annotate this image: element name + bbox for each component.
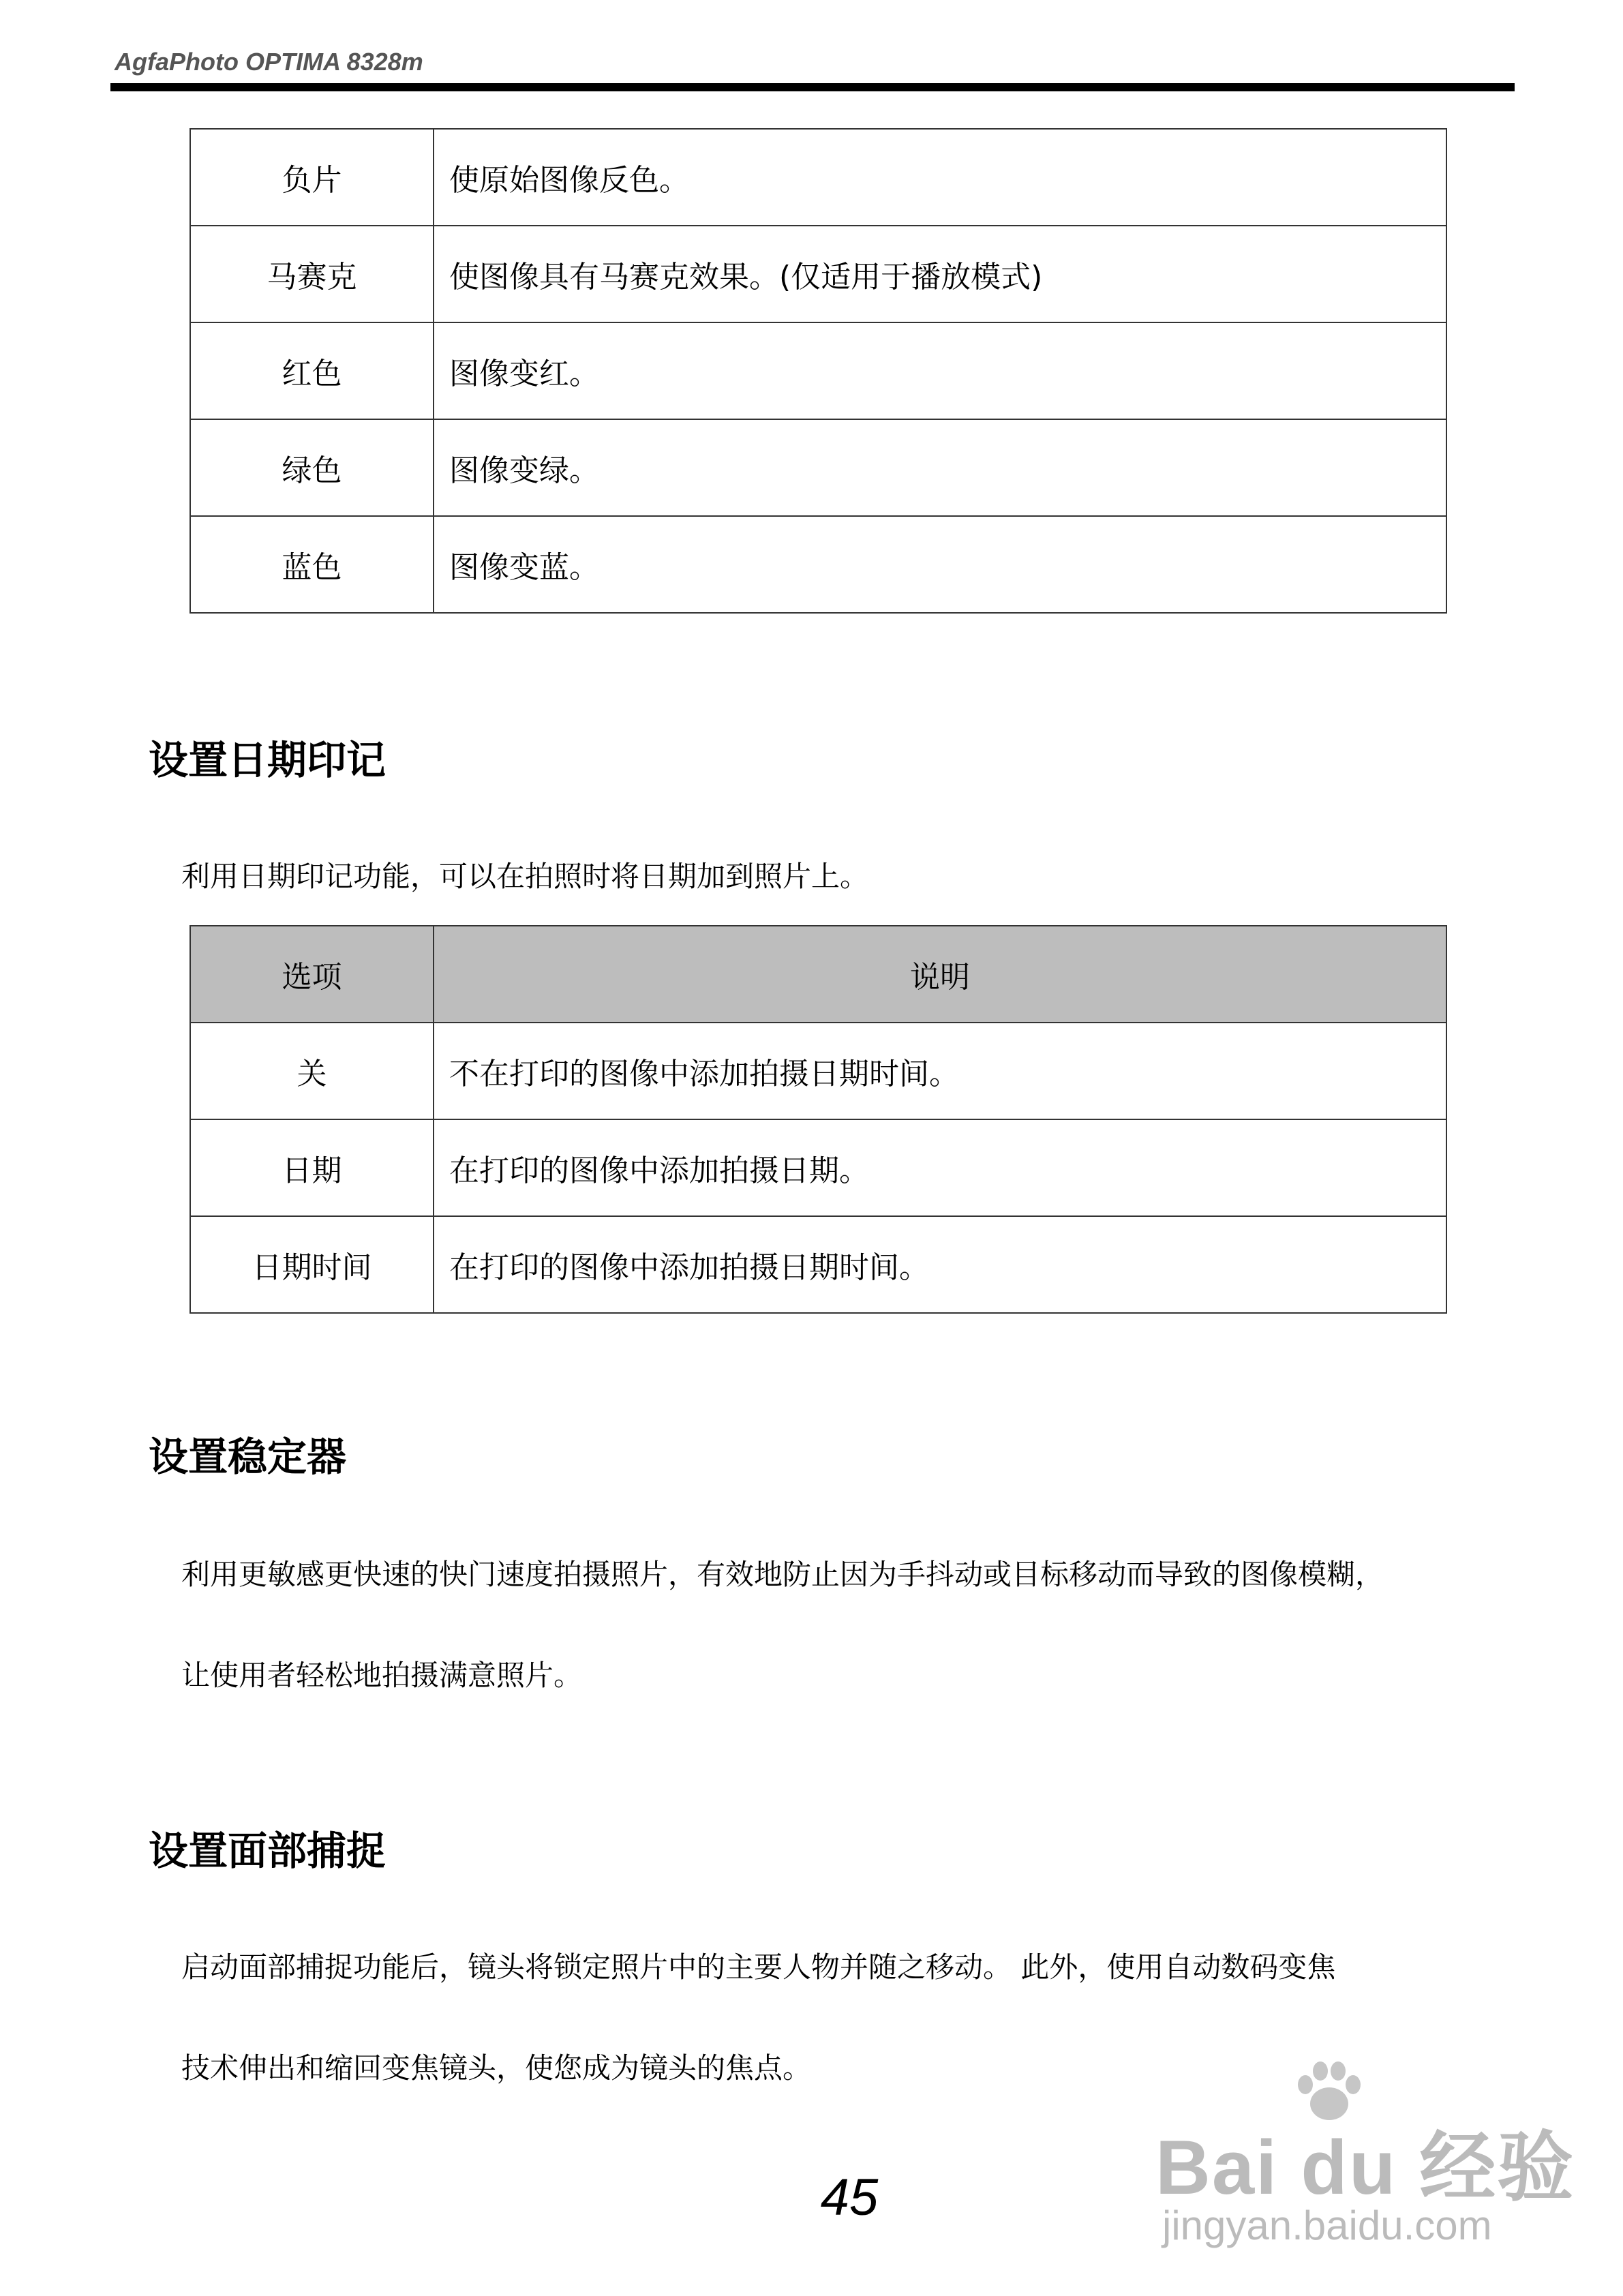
description-cell: 图像变绿。 [434, 419, 1446, 516]
table-row [190, 322, 1446, 419]
description-cell: 不在打印的图像中添加拍摄日期时间。 [434, 1023, 1446, 1119]
option-cell: 日期 [190, 1119, 434, 1216]
option-cell: 关 [190, 1023, 434, 1119]
column-header-description: 说明 [434, 926, 1446, 1023]
table-row [190, 1119, 1446, 1216]
table-header-row [190, 926, 1446, 1023]
description-cell: 在打印的图像中添加拍摄日期时间。 [434, 1216, 1446, 1313]
description-cell: 图像变红。 [434, 322, 1446, 419]
table-row [190, 419, 1446, 516]
table-row [190, 1216, 1446, 1313]
option-cell: 红色 [190, 322, 434, 419]
face-tracking-text-line-2: 技术伸出和缩回变焦镜头，使您成为镜头的焦点。 [181, 2051, 812, 2085]
date-stamp-table [189, 925, 1447, 1314]
description-cell: 使原始图像反色。 [434, 129, 1446, 226]
effects-table [189, 128, 1447, 614]
option-cell: 日期时间 [190, 1216, 434, 1313]
column-header-option: 选项 [190, 926, 434, 1023]
date-stamp-intro: 利用日期印记功能，可以在拍照时将日期加到照片上。 [181, 860, 869, 893]
page-number: 45 [820, 2169, 879, 2226]
table-row [190, 226, 1446, 322]
option-cell: 马赛克 [190, 226, 434, 322]
description-cell: 使图像具有马赛克效果。(仅适用于播放模式) [434, 226, 1446, 322]
option-cell: 蓝色 [190, 516, 434, 613]
description-cell: 图像变蓝。 [434, 516, 1446, 613]
face-tracking-heading: 设置面部捕捉 [149, 1828, 386, 1874]
stabilizer-text-line-1: 利用更敏感更快速的快门速度拍摄照片，有效地防止因为手抖动或目标移动而导致的图像模糊， [181, 1558, 1384, 1591]
face-tracking-text-line-1: 启动面部捕捉功能后，镜头将锁定照片中的主要人物并随之移动。 此外，使用自动数码变焦 [181, 1950, 1336, 1984]
header-divider [110, 83, 1515, 91]
description-cell: 在打印的图像中添加拍摄日期。 [434, 1119, 1446, 1216]
stabilizer-heading: 设置稳定器 [149, 1434, 347, 1480]
stabilizer-text-line-2: 让使用者轻松地拍摄满意照片。 [181, 1659, 583, 1692]
header-title: AgfaPhoto OPTIMA 8328m [115, 48, 423, 76]
watermark-url: jingyan.baidu.com [1162, 2203, 1492, 2248]
option-cell: 绿色 [190, 419, 434, 516]
table-row [190, 516, 1446, 613]
option-cell: 负片 [190, 129, 434, 226]
date-stamp-heading: 设置日期印记 [149, 737, 386, 783]
stabilizer-text [181, 1524, 1384, 1726]
watermark-brand: Bai du 经验 [1155, 2125, 1575, 2210]
table-row [190, 129, 1446, 226]
table-row [190, 1023, 1446, 1119]
baidu-watermark [1155, 2059, 1575, 2263]
